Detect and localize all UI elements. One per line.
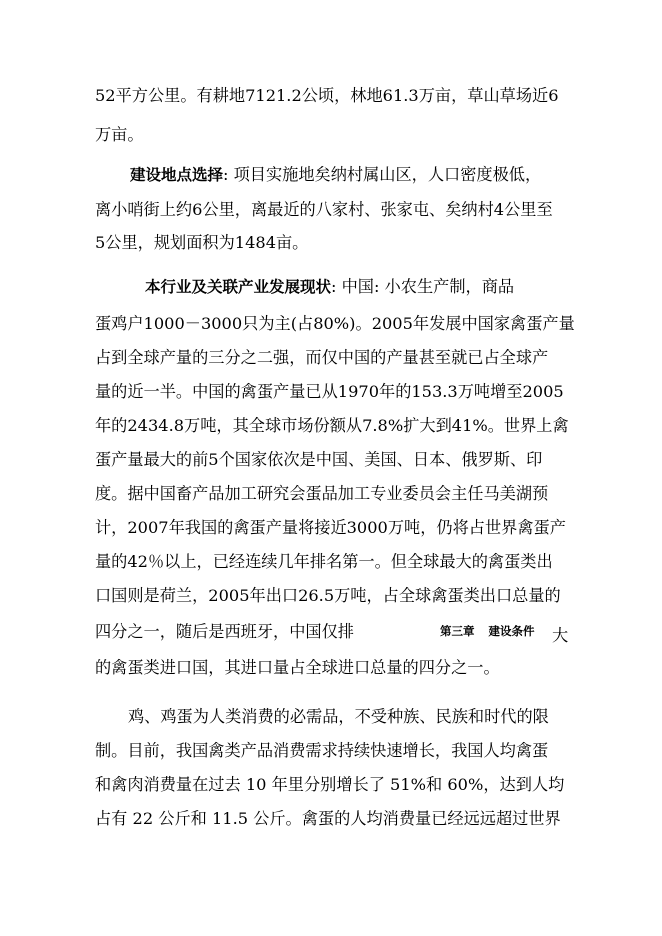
text-line: 四分之一，随后是西班牙，中国仅排 [95, 622, 354, 641]
text-line: 万亩。 [95, 125, 144, 144]
chapter-number: 第三章 [440, 624, 475, 638]
section-heading: 建设地点选择 [130, 166, 224, 184]
text-span: : 项目实施地矣纳村属山区，人口密度极低， [223, 165, 542, 184]
text-line: 的禽蛋类进口国，其进口量占全球进口总量的四分之一。 [95, 658, 500, 677]
text-line: 计，2007年我国的禽蛋产量将接近3000万吨，仍将占世界禽蛋产 [95, 518, 566, 537]
section-heading: 本行业及关联产业发展现状 [145, 278, 332, 296]
text-line [145, 275, 514, 299]
text-line: 口国则是荷兰，2005年出口26.5万吨，占全球禽蛋类出口总量的 [95, 586, 561, 605]
text-line: 年的2434.8万吨，其全球市场份额从7.8%扩大到41%。世界上禽 [95, 416, 569, 435]
text-line: 离小哨街上约6公里，离最近的八家村、张家屯、矣纳村4公里至 [95, 200, 553, 219]
chapter-header [440, 621, 538, 641]
text-line: 蛋鸡户1000－3000只为主(占80%)。2005年发展中国家禽蛋产量 [95, 314, 575, 333]
text-line: 量的近一半。中国的禽蛋产量已从1970年的153.3万吨增至2005 [95, 382, 564, 401]
text-line: 52平方公里。有耕地7121.2公顷，林地61.3万亩，草山草场近6 [95, 86, 559, 105]
text-line: 蛋产量最大的前5个国家依次是中国、美国、日本、俄罗斯、印 [95, 450, 543, 469]
text-line: 制。目前，我国禽类产品消费需求持续快速增长，我国人均禽蛋 [95, 741, 549, 760]
text-line: 度。据中国畜产品加工研究会蛋品加工专业委员会主任马美湖预 [95, 484, 549, 503]
text-line [130, 163, 541, 187]
text-span: : 中国: 小农生产制，商品 [331, 277, 515, 296]
text-line: 5公里，规划面积为1484亩。 [95, 233, 309, 252]
text-line: 占有 22 公斤和 11.5 公斤。禽蛋的人均消费量已经远远超过世界 [95, 809, 561, 828]
text-line: 鸡、鸡蛋为人类消费的必需品，不受种族、民族和时代的限 [128, 707, 549, 726]
chapter-title: 建设条件 [488, 624, 535, 638]
text-line: 占到全球产量的三分之二强，而仅中国的产量甚至就已占全球产 [95, 348, 549, 367]
text-line: 和禽肉消费量在过去 10 年里分别增长了 51%和 60%，达到人均 [95, 775, 565, 794]
text-line-tail: 大 [552, 626, 569, 645]
text-line: 量的42％以上，已经连续几年排名第一。但全球最大的禽蛋类出 [95, 552, 553, 571]
